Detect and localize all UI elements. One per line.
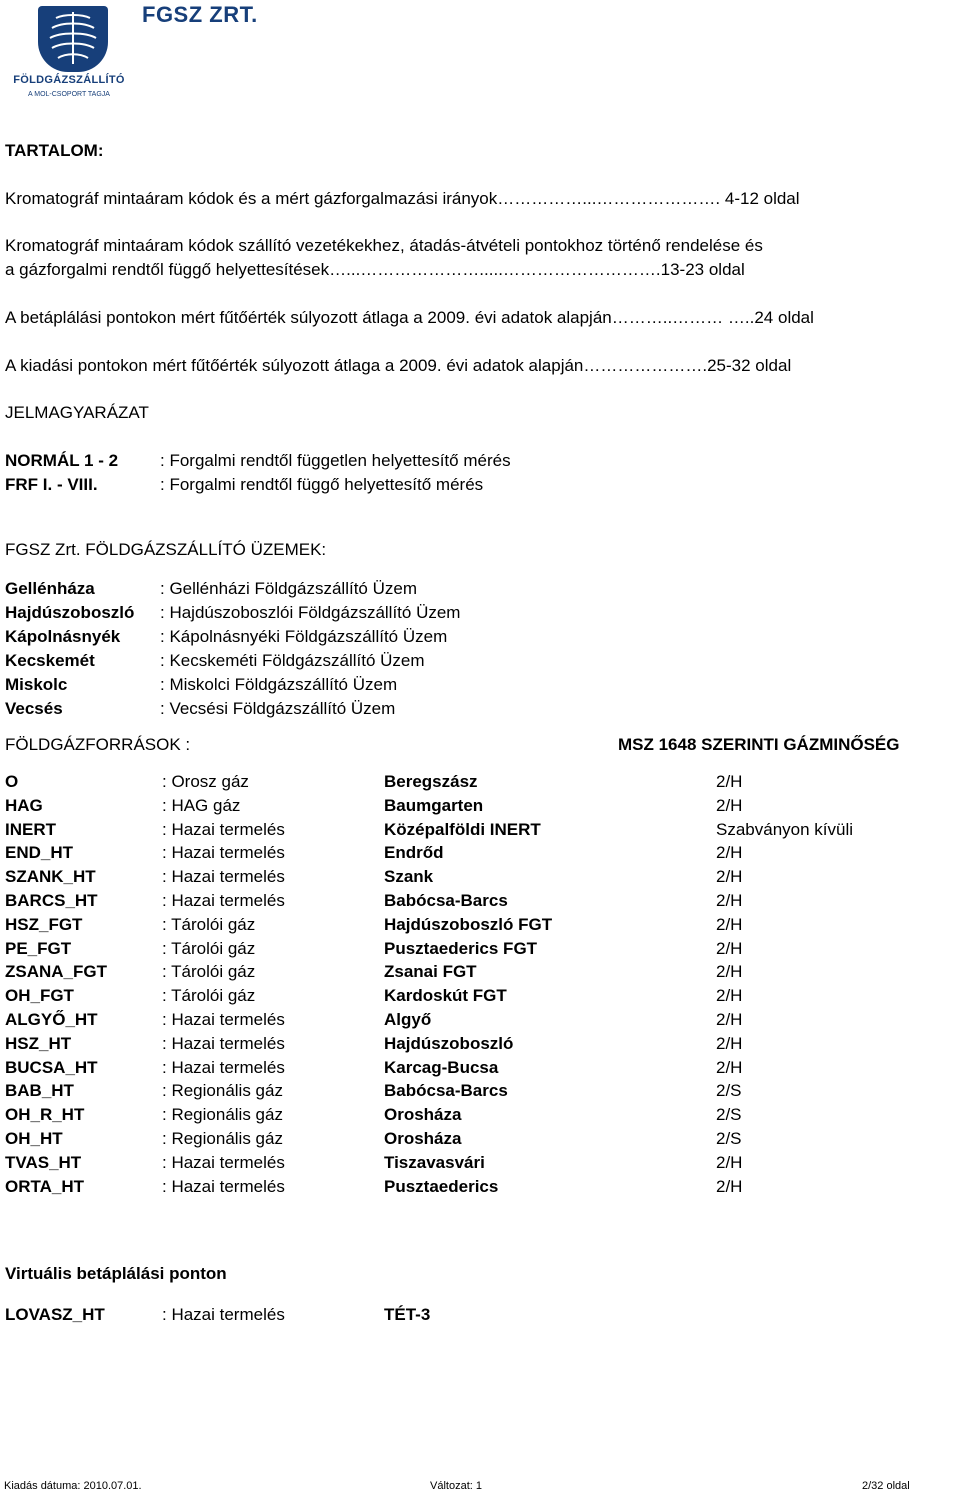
virtual-place: TÉT-3 <box>384 1305 431 1324</box>
source-code: OH_R_HT <box>5 1105 85 1125</box>
source-place: Zsanai FGT <box>384 962 477 982</box>
source-code: PE_FGT <box>5 938 72 958</box>
source-type: : Hazai termelés <box>162 1010 285 1029</box>
source-type: : Hazai termelés <box>162 1176 285 1196</box>
source-code: TVAS_HT <box>5 1152 82 1172</box>
source-type: : Tárolói gáz <box>162 986 256 1006</box>
source-quality: 2/H <box>716 1010 743 1029</box>
source-place: Beregszász <box>384 772 478 791</box>
plant-code: Vecsés <box>5 699 63 718</box>
source-quality: 2/H <box>716 772 743 791</box>
source-place: Babócsa-Barcs <box>384 891 508 910</box>
source-place: Algyő <box>384 1010 432 1029</box>
plant-desc: : Hajdúszoboszlói Földgázszállító Üzem <box>160 603 461 622</box>
source-code: HSZ_FGT <box>5 914 83 934</box>
source-quality: 2/H <box>716 1033 743 1053</box>
toc-line-2a: Kromatográf mintaáram kódok szállító vezetékekhez, átadás-átvételi pontokhoz történő rendelése és <box>5 236 763 255</box>
source-place: Babócsa-Barcs <box>384 1081 508 1101</box>
footer-version: Változat: 1 <box>430 1480 482 1492</box>
source-type: : Hazai termelés <box>162 867 285 887</box>
source-place: Pusztaederics <box>384 1176 499 1196</box>
brand-name: FGSZ ZRT. <box>142 2 258 27</box>
source-place: Pusztaederics FGT <box>384 938 538 958</box>
source-code: BAB_HT <box>5 1081 74 1101</box>
source-type: : Orosz gáz <box>162 772 249 791</box>
plant-desc: : Gellénházi Földgázszállító Üzem <box>160 579 418 598</box>
source-quality: 2/H <box>716 867 743 887</box>
source-code: O <box>5 772 19 791</box>
footer-issue-date: Kiadás dátuma: 2010.07.01. <box>4 1480 142 1492</box>
legend-desc: : Forgalmi rendtől független helyettesítő mérés <box>160 451 511 470</box>
source-quality: 2/H <box>716 795 743 815</box>
source-place: Orosháza <box>384 1129 462 1148</box>
source-place: Baumgarten <box>384 795 484 815</box>
toc-line-3: A betáplálási pontokon mért fűtőérték súlyozott átlaga a 2009. évi adatok alapján………..……… …..24 oldal <box>5 308 814 327</box>
source-quality: 2/S <box>716 1129 742 1148</box>
source-type: : Hazai termelés <box>162 819 285 839</box>
source-place: Karcag-Bucsa <box>384 1057 499 1077</box>
source-place: Hajdúszoboszló FGT <box>384 914 553 934</box>
source-type: : Hazai termelés <box>162 1033 285 1053</box>
source-code: HSZ_HT <box>5 1033 72 1053</box>
plant-code: Hajdúszoboszló <box>5 603 135 622</box>
legend-title: JELMAGYARÁZAT <box>5 403 149 422</box>
logo-name: FÖLDGÁZSZÁLLÍTÓ <box>13 74 125 86</box>
source-quality: 2/H <box>716 914 743 934</box>
source-type: : Tárolói gáz <box>162 962 256 982</box>
legend-desc: : Forgalmi rendtől függő helyettesítő mérés <box>160 475 484 494</box>
plant-desc: : Miskolci Földgázszállító Üzem <box>160 675 398 694</box>
source-code: END_HT <box>5 843 74 863</box>
company-logo <box>8 6 130 106</box>
source-type: : Hazai termelés <box>162 1057 285 1077</box>
toc-line-4: A kiadási pontokon mért fűtőérték súlyozott átlaga a 2009. évi adatok alapján………………….25-32 oldal <box>5 356 792 375</box>
toc-title: TARTALOM: <box>5 141 104 160</box>
source-code: HAG <box>5 795 43 815</box>
source-code: ALGYŐ_HT <box>5 1010 98 1029</box>
source-place: Tiszavasvári <box>384 1152 485 1172</box>
source-code: INERT <box>5 819 56 839</box>
source-code: BARCS_HT <box>5 891 98 910</box>
source-quality: 2/H <box>716 1057 743 1077</box>
plant-code: Miskolc <box>5 675 68 694</box>
source-quality: 2/H <box>716 843 743 863</box>
legend-code: NORMÁL 1 - 2 <box>5 451 119 470</box>
sources-title: FÖLDGÁZFORRÁSOK : <box>5 735 191 754</box>
source-place: Endrőd <box>384 843 444 863</box>
footer-page-number: 2/32 oldal <box>862 1480 910 1492</box>
plant-desc: : Vecsési Földgázszállító Üzem <box>160 699 396 718</box>
source-quality: 2/H <box>716 1176 743 1196</box>
source-code: SZANK_HT <box>5 867 96 887</box>
source-quality: 2/H <box>716 1152 743 1172</box>
source-quality: Szabványon kívüli <box>716 819 854 839</box>
source-type: : Regionális gáz <box>162 1081 283 1101</box>
source-code: OH_FGT <box>5 986 74 1006</box>
virtual-type: : Hazai termelés <box>162 1305 285 1324</box>
source-type: : Tárolói gáz <box>162 938 256 958</box>
plant-code: Kápolnásnyék <box>5 627 121 646</box>
quality-title: MSZ 1648 SZERINTI GÁZMINŐSÉG <box>618 735 900 754</box>
source-quality: 2/S <box>716 1105 742 1125</box>
plant-code: Gellénháza <box>5 579 95 598</box>
source-place: Hajdúszoboszló <box>384 1033 514 1053</box>
source-type: : Tárolói gáz <box>162 914 256 934</box>
virtual-title: Virtuális betáplálási ponton <box>5 1264 227 1283</box>
source-quality: 2/H <box>716 938 743 958</box>
source-code: ORTA_HT <box>5 1176 85 1196</box>
logo-subtitle: A MOL-CSOPORT TAGJA <box>28 91 110 98</box>
source-type: : Regionális gáz <box>162 1105 283 1125</box>
source-type: : Hazai termelés <box>162 891 285 910</box>
toc-line-2b: a gázforgalmi rendtől függő helyettesítések…...………………….....……………………….13-23 oldal <box>5 260 745 279</box>
plant-desc: : Kápolnásnyéki Földgázszállító Üzem <box>160 627 448 646</box>
source-type: : Hazai termelés <box>162 1152 285 1172</box>
source-type: : Regionális gáz <box>162 1129 283 1148</box>
source-quality: 2/S <box>716 1081 742 1101</box>
source-place: Kardoskút FGT <box>384 986 507 1006</box>
plants-title: FGSZ Zrt. FÖLDGÁZSZÁLLÍTÓ ÜZEMEK: <box>5 540 327 559</box>
source-quality: 2/H <box>716 986 743 1006</box>
source-quality: 2/H <box>716 891 743 910</box>
plant-desc: : Kecskeméti Földgázszállító Üzem <box>160 651 425 670</box>
source-type: : Hazai termelés <box>162 843 285 863</box>
toc-line-1: Kromatográf mintaáram kódok és a mért gázforgalmazási irányok……………...…………………. 4-12 oldal <box>5 189 800 208</box>
plant-code: Kecskemét <box>5 651 95 670</box>
legend-code: FRF I. - VIII. <box>5 475 98 494</box>
source-code: ZSANA_FGT <box>5 962 107 982</box>
globe-emblem-icon <box>38 6 108 72</box>
source-place: Szank <box>384 867 434 887</box>
source-code: OH_HT <box>5 1129 63 1148</box>
source-quality: 2/H <box>716 962 743 982</box>
source-place: Orosháza <box>384 1105 462 1125</box>
source-code: BUCSA_HT <box>5 1057 98 1077</box>
virtual-code: LOVASZ_HT <box>5 1305 105 1324</box>
source-place: Középalföldi INERT <box>384 819 541 839</box>
source-type: : HAG gáz <box>162 795 241 815</box>
